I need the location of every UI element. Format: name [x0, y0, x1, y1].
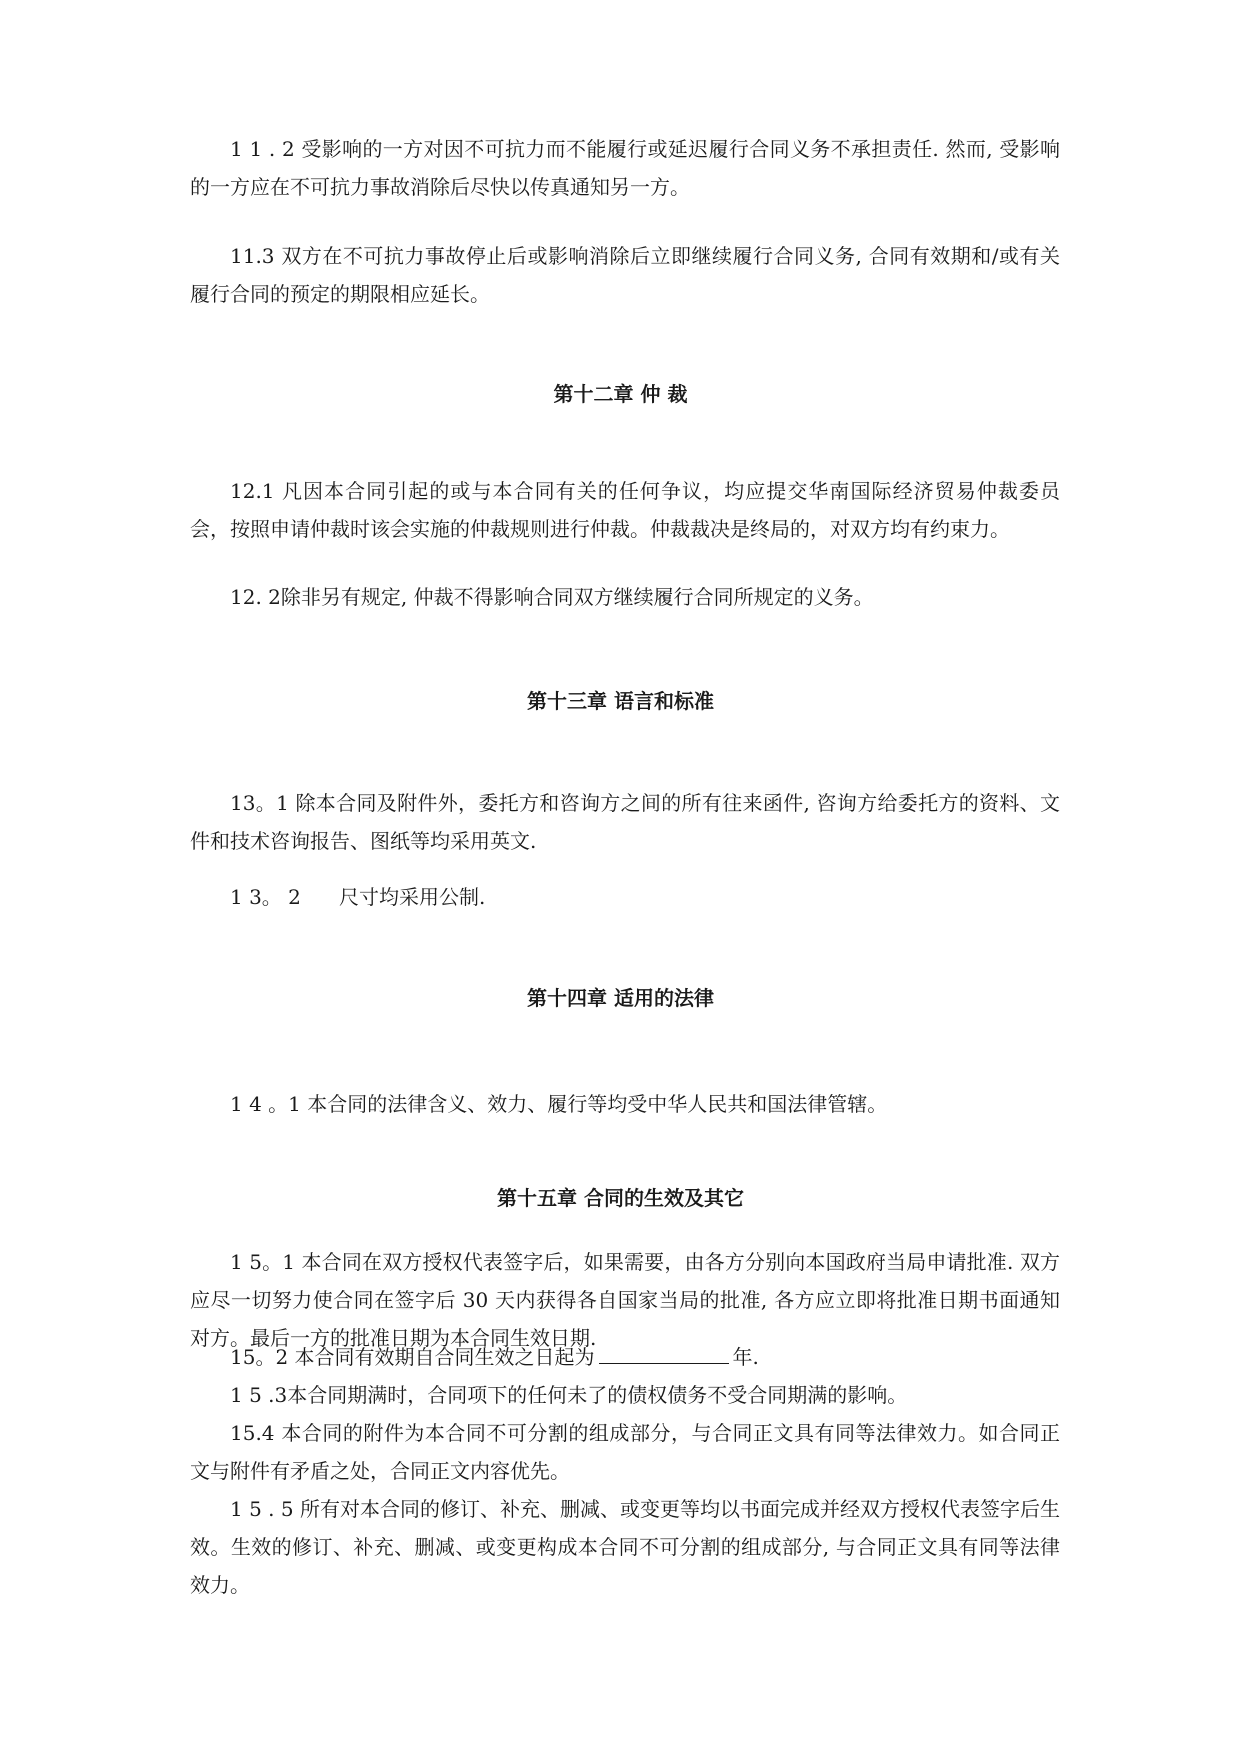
paragraph-12-2: 12. 2除非另有规定, 仲裁不得影响合同双方继续履行合同所规定的义务。	[230, 585, 874, 609]
paragraph-13-1: 13。1 除本合同及附件外，委托方和咨询方之间的所有往来函件, 咨询方给委托方的资料、文件和技术咨询报告、图纸等均采用英文.	[190, 791, 1060, 853]
paragraph-15-1: 1 5。1 本合同在双方授权代表签字后，如果需要，由各方分别向本国政府当局申请批准. 双方应尽一切努力使合同在签字后 30 天内获得各自国家当局的批准, 各方应立即将批准日期书面通知对方。最后一方的批准日期为本合同生效日期.	[190, 1250, 1060, 1350]
chapter-15-heading: 第十五章 合同的生效及其它	[497, 1186, 744, 1210]
chapter-13-heading: 第十三章 语言和标准	[527, 689, 714, 713]
paragraph-15-4: 15.4 本合同的附件为本合同不可分割的组成部分，与合同正文具有同等法律效力。如合同正文与附件有矛盾之处，合同正文内容优先。	[190, 1421, 1060, 1483]
paragraph-13-2: 1 3。 2 尺寸均采用公制.	[230, 885, 486, 909]
paragraph-11-2: 1 1 . 2 受影响的一方对因不可抗力而不能履行或延迟履行合同义务不承担责任. 然而, 受影响的一方应在不可抗力事故消除后尽快以传真通知另一方。	[190, 137, 1060, 199]
paragraph-15-5: 1 5 . 5 所有对本合同的修订、补充、删减、或变更等均以书面完成并经双方授权代表签字后生效。生效的修订、补充、删减、或变更构成本合同不可分割的组成部分, 与合同正文具有同等法律效力。	[190, 1497, 1060, 1597]
paragraph-15-2-text: 15。2 本合同有效期自合同生效之日起为	[230, 1345, 595, 1369]
paragraph-12-1: 12.1 凡因本合同引起的或与本合同有关的任何争议，均应提交华南国际经济贸易仲裁委员会，按照申请仲裁时该会实施的仲裁规则进行仲裁。仲裁裁决是终局的，对双方均有约束力。	[190, 479, 1060, 541]
paragraph-14-1: 1 4 。1 本合同的法律含义、效力、履行等均受中华人民共和国法律管辖。	[230, 1092, 888, 1116]
paragraph-15-3: 1 5 .3本合同期满时，合同项下的任何未了的债权债务不受合同期满的影响。	[230, 1383, 908, 1407]
paragraph-11-3: 11.3 双方在不可抗力事故停止后或影响消除后立即继续履行合同义务, 合同有效期和/或有关履行合同的预定的期限相应延长。	[190, 244, 1060, 306]
duration-blank-field	[599, 1345, 729, 1364]
paragraph-15-2	[190, 1338, 1060, 1376]
chapter-12-heading: 第十二章 仲 裁	[553, 382, 688, 406]
paragraph-15-2-suffix: 年.	[732, 1345, 759, 1369]
chapter-14-heading: 第十四章 适用的法律	[527, 986, 714, 1010]
